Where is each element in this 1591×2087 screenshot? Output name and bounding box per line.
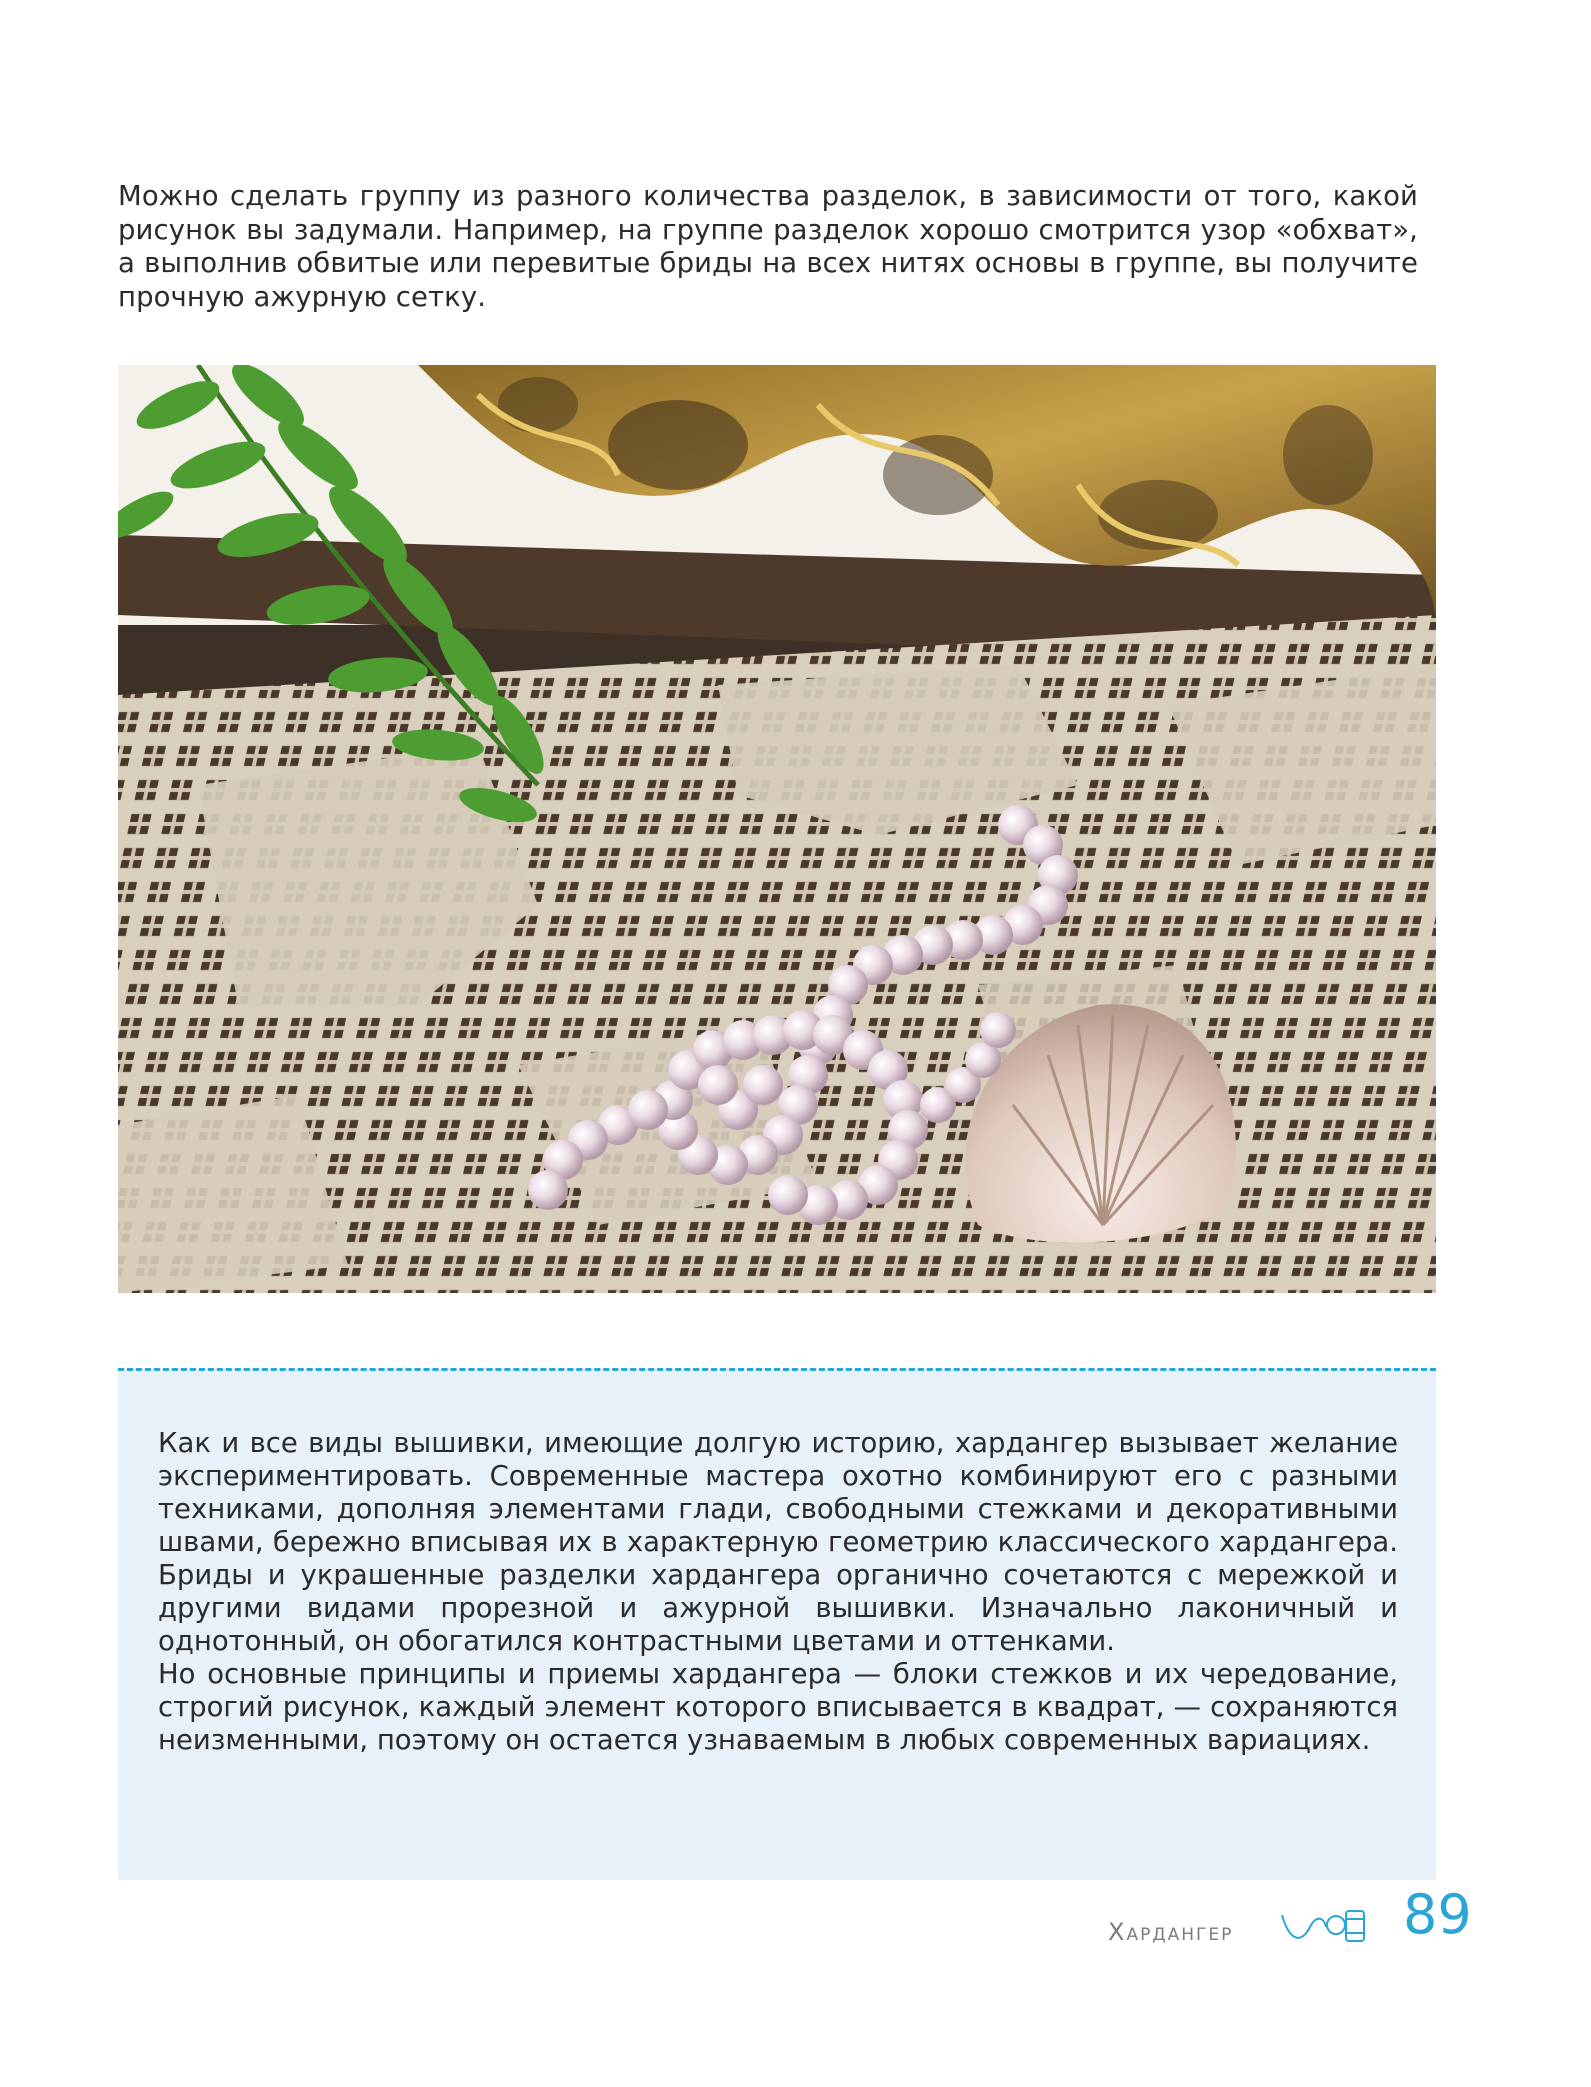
thread-spool-icon [1280, 1903, 1370, 1949]
intro-paragraph: Можно сделать группу из разного количества разделок, в зависимости от того, какой рисунок вы задумали. Например, на группе разделок хорошо смотрится узор «обхват», а выполнив обвитые или перевитые бриды на всех нитях основы в группе, вы получите прочную ажурную сетку. [118, 180, 1418, 313]
running-footer-title: Хардангер [1108, 1918, 1234, 1946]
sidebar-paragraph-2: Но основные принципы и приемы хардангера — блоки стежков и их чередование, строгий рисунок, каждый элемент которого вписывается в квадрат, — сохраняются неизменными, поэтому он остается узнаваемым в любых современных вариациях. [158, 1658, 1398, 1756]
photo-illustration [118, 365, 1436, 1293]
intro-text [118, 180, 1418, 314]
sidebar-paragraph-1: Как и все виды вышивки, имеющие долгую историю, хардангер вызывает желание экспериментировать. Современные мастера охотно комбинируют его с разными техниками, дополняя элементами глади, свободными стежками и декоративными швами, бережно вписывая их в характерную геометрию классического хардангера. Бриды и украшенные разделки хардангера органично сочетаются с мережкой и другими видами прорезной и ажурной вышивки. Изначально лаконичный и однотонный, он обогатился контрастными цветами и оттенками. [158, 1427, 1398, 1657]
sidebar-text [158, 1427, 1398, 1757]
sidebar-note [118, 1368, 1436, 1880]
page-number: 89 [1403, 1883, 1472, 1946]
photo-hardanger-lace [118, 365, 1436, 1293]
